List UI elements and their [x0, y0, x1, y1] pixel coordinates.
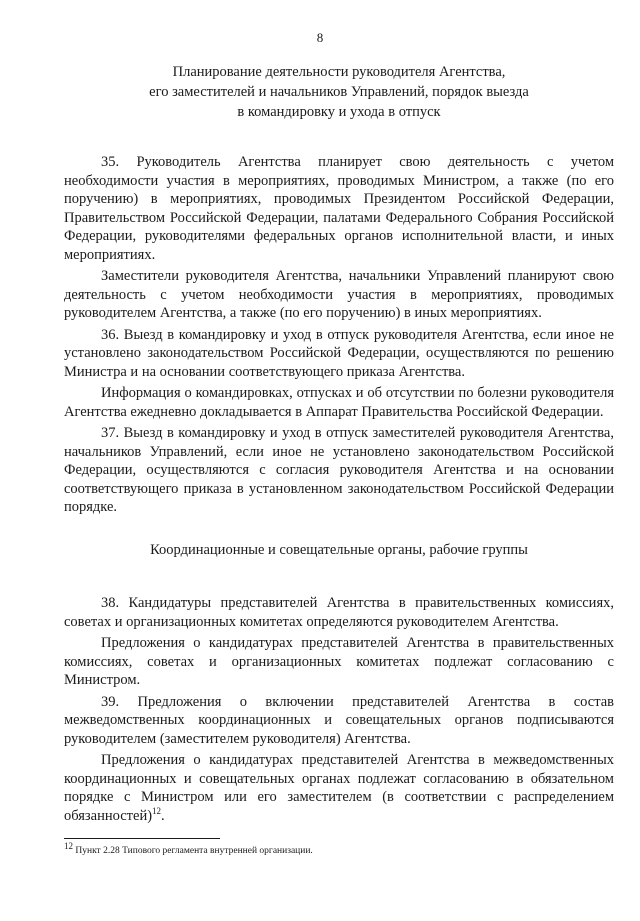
paragraph-36: 36. Выезд в командировку и уход в отпуск руководителя Агентства, если иное не установлено законодательством Российской Федерации, осуществляются по решению Министра и на основании соответствующего приказа Агентства. — [64, 326, 614, 380]
paragraph-38: 38. Кандидатуры представителей Агентства в правительственных комиссиях, советах и организационных комитетах определяются руководителем Агентства. — [64, 595, 614, 630]
paragraph-39-proposals — [64, 751, 614, 825]
section-body-coordination — [64, 594, 614, 828]
paragraph-39: 39. Предложения о включении представителей Агентства в состав межведомственных координационных и совещательных органов подписываются руководителем (заместителем руководителя) Агентства. — [64, 693, 614, 747]
footnote — [64, 840, 614, 857]
footnote-divider — [64, 838, 220, 839]
footnote-number: 12 — [64, 840, 73, 851]
footnote-reference: 12 — [152, 805, 162, 816]
paragraph-end: . — [161, 807, 165, 824]
paragraph-38-proposals: Предложения о кандидатурах представителей Агентства в правительственных комиссиях, советах и организационных комитетах подлежат согласованию с Министром. — [64, 635, 614, 688]
heading-line: его заместителей и начальников Управлений, порядок выезда — [149, 84, 529, 100]
footnote-text: Пункт 2.28 Типового регламента внутренней организации. — [73, 846, 313, 856]
page-number: 8 — [316, 30, 324, 45]
paragraph-35: 35. Руководитель Агентства планирует свою деятельность с учетом необходимости участия в мероприятиях, проводимых Министром, а также (по его поручению) в мероприятиях, проводимых Президентом Российской Федерации, Правительством Российской Федерации, палатами Федерального Собрания Российской Федерации, руководителями федеральных органов исполнительной власти, и иных мероприятиях. — [64, 154, 614, 263]
paragraph-35-deputies: Заместители руководителя Агентства, начальники Управлений планируют свою деятельность с учетом необходимости участия в мероприятиях, проводимых руководителем Агентства, а также (по его поручению) в иных мероприятиях. — [64, 268, 614, 321]
paragraph-37: 37. Выезд в командировку и уход в отпуск заместителей руководителя Агентства, начальников Управлений, если иное не установлено законодательством Российской Федерации, осуществляются с согласия руководителя Агентства и на основании соответствующего приказа в установленном законодательством Российской Федерации порядке. — [64, 425, 614, 515]
section-body-planning — [64, 153, 614, 520]
heading-line: Планирование деятельности руководителя Агентства, — [172, 64, 506, 80]
section-heading-coordination — [64, 540, 614, 560]
heading-line: Координационные и совещательные органы, рабочие группы — [150, 542, 528, 558]
paragraph-36-info: Информация о командировках, отпусках и об отсутствии по болезни руководителя Агентства ежедневно докладывается в Аппарат Правительства Российской Федерации. — [64, 385, 614, 420]
section-heading-planning — [64, 62, 614, 122]
paragraph-text: Предложения о кандидатурах представителей Агентства в межведомственных координационных и совещательных органах подлежат согласованию в обязательном порядке с Министром или его заместителем (в соответствии с распределением обязанностей) — [64, 752, 614, 824]
heading-line: в командировку и ухода в отпуск — [237, 104, 441, 120]
